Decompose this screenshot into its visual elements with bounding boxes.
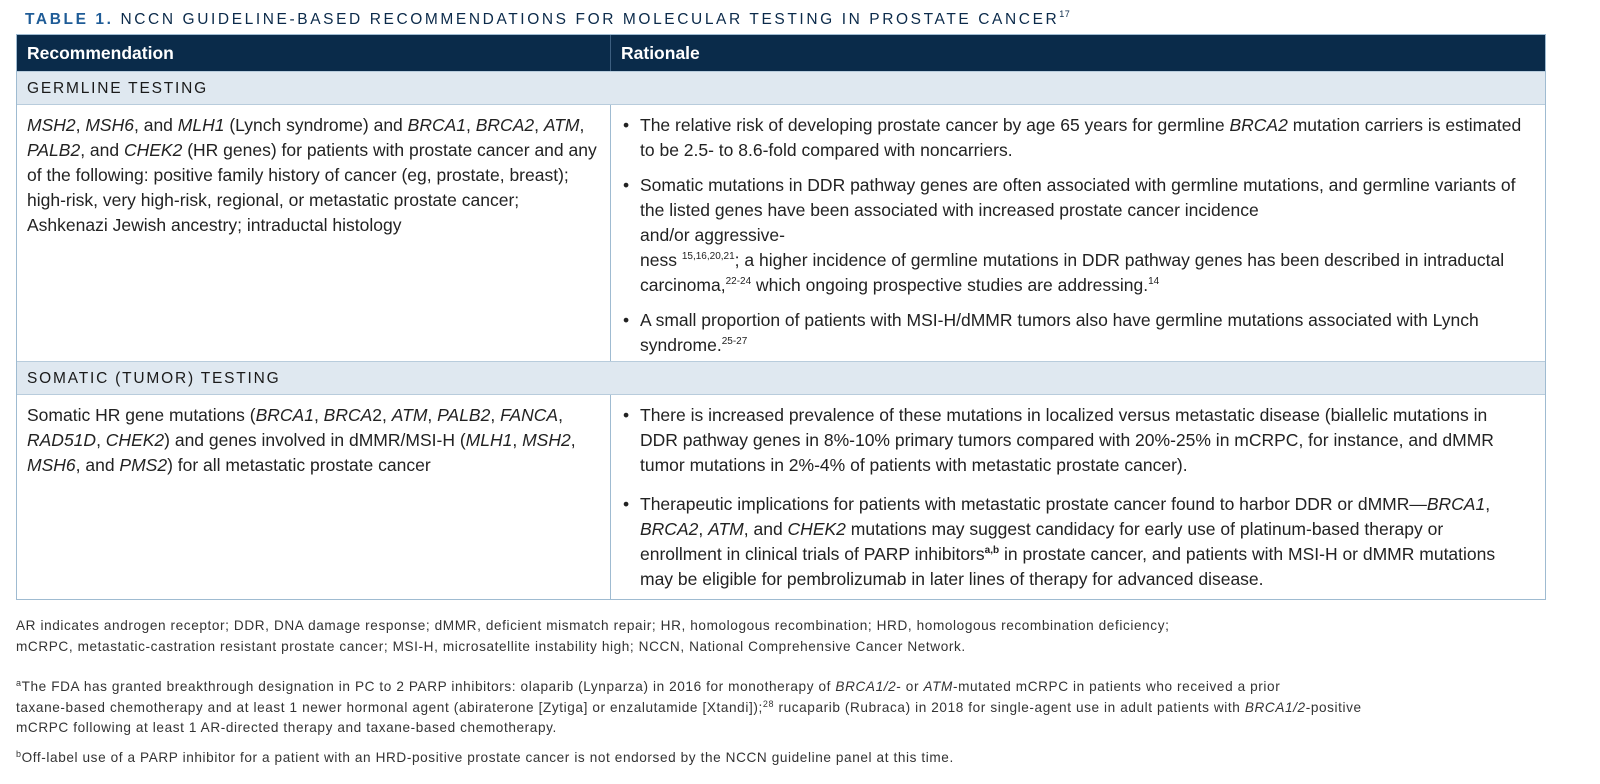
header-rationale: Rationale: [621, 43, 700, 63]
somatic-recommendation: Somatic HR gene mutations (BRCA1, BRCA2, ATM, PALB2, FANCA, RAD51D, CHEK2) and genes involved in dMMR/MSI-H (MLH1, MSH2, MSH6, and PMS2) for all metastatic prostate cancer: [17, 395, 611, 600]
germline-recommendation: MSH2, MSH6, and MLH1 (Lynch syndrome) and BRCA1, BRCA2, ATM, PALB2, and CHEK2 (HR genes) for patients with prostate cancer and any of the following: positive family history of cancer (eg, prostate, breast); high-risk, very high-risk, regional, or metastatic prostate cancer; Ashkenazi Jewish ancestry; intraductal histology: [17, 105, 611, 361]
table-title-text: NCCN GUIDELINE-BASED RECOMMENDATIONS FOR MOLECULAR TESTING IN PROSTATE CANCER: [120, 11, 1060, 28]
section-heading-somatic: SOMATIC (TUMOR) TESTING: [17, 361, 1545, 395]
header-recommendation: Recommendation: [17, 35, 611, 71]
somatic-rationale: [611, 395, 1545, 600]
title-reference: 17: [1059, 9, 1071, 19]
footnote-b: $^b$Off-label use of a PARP inhibitor for a patient with an HRD-positive prostate cancer is not endorsed by the NCCN guideline panel at this time.: [16, 749, 954, 765]
table-header-row: [17, 35, 1545, 71]
table-title: [25, 9, 1070, 31]
section-heading-germline: GERMLINE TESTING: [17, 71, 1545, 105]
rationale-bullet: • A small proportion of patients with MSI-H/dMMR tumors also have germline mutations associated with Lynch syndrome.$^{25-27}$: [623, 308, 1527, 358]
germline-rationale: [611, 105, 1545, 361]
abbreviations-footnote: AR indicates androgen receptor; DDR, DNA damage response; dMMR, deficient mismatch repair; HR, homologous recombination; HRD, homologous recombination deficiency; mCRPC, metastatic-castration resistant prostate cancer; MSI-H, microsatellite instability high; NCCN, National Comprehensive Cancer Network.: [16, 618, 1170, 654]
recommendations-table: [16, 34, 1546, 600]
rationale-bullet: • The relative risk of developing prostate cancer by age 65 years for germline BRCA2 mutation carriers is estimated to be 2.5- to 8.6-fold compared with noncarriers.: [623, 113, 1527, 163]
rationale-bullet: • Therapeutic implications for patients with metastatic prostate cancer found to harbor DDR or dMMR—BRCA1, BRCA2, ATM, and CHEK2 mutations may suggest candidacy for early use of platinum-based therapy or enrollment in clinical trials of PARP inhibitors$^{a,b}$ in prostate cancer, and patients with MSI-H or dMMR mutations may be eligible for pembrolizumab in later lines of therapy for advanced disease.: [623, 492, 1527, 592]
rationale-bullet: • There is increased prevalence of these mutations in localized versus metastatic disease (biallelic mutations in DDR pathway genes in 8%-10% primary tumors compared with 20%-25% in mCRPC, for instance, and dMMR tumor mutations in 2%-4% of patients with metastatic prostate cancer).: [623, 403, 1527, 478]
footnote-a: $^a$The FDA has granted breakthrough designation in PC to 2 PARP inhibitors: olaparib (Lynparza) in 2016 for monotherapy of BRCA1/2- or ATM-mutated mCRPC in patients who received a prior taxane-based chemotherapy and at least 1 newer hormonal agent (abiraterone [Zytiga] or enzalutamide [Xtandi]);$^{28}$ rucaparib (Rubraca) in 2018 for single-agent use in adult patients with BRCA1/2-positive mCRPC following at least 1 AR-directed therapy and taxane-based chemotherapy.: [16, 678, 1362, 735]
rationale-bullet: • Somatic mutations in DDR pathway genes are often associated with germline mutations, and germline variants of the listed genes have been associated with increased prostate cancer incidence and/or aggressive- ness $^{15,16,20,21}$; a higher incidence of germline mutations in DDR pathway genes has been described in intraductal carcinoma,$^{22-24}$ which ongoing prospective studies are addressing.$^{14}$: [623, 173, 1527, 298]
table-label: TABLE 1.: [25, 11, 114, 28]
table-row-germline: [17, 105, 1545, 361]
table-row-somatic: [17, 395, 1545, 600]
